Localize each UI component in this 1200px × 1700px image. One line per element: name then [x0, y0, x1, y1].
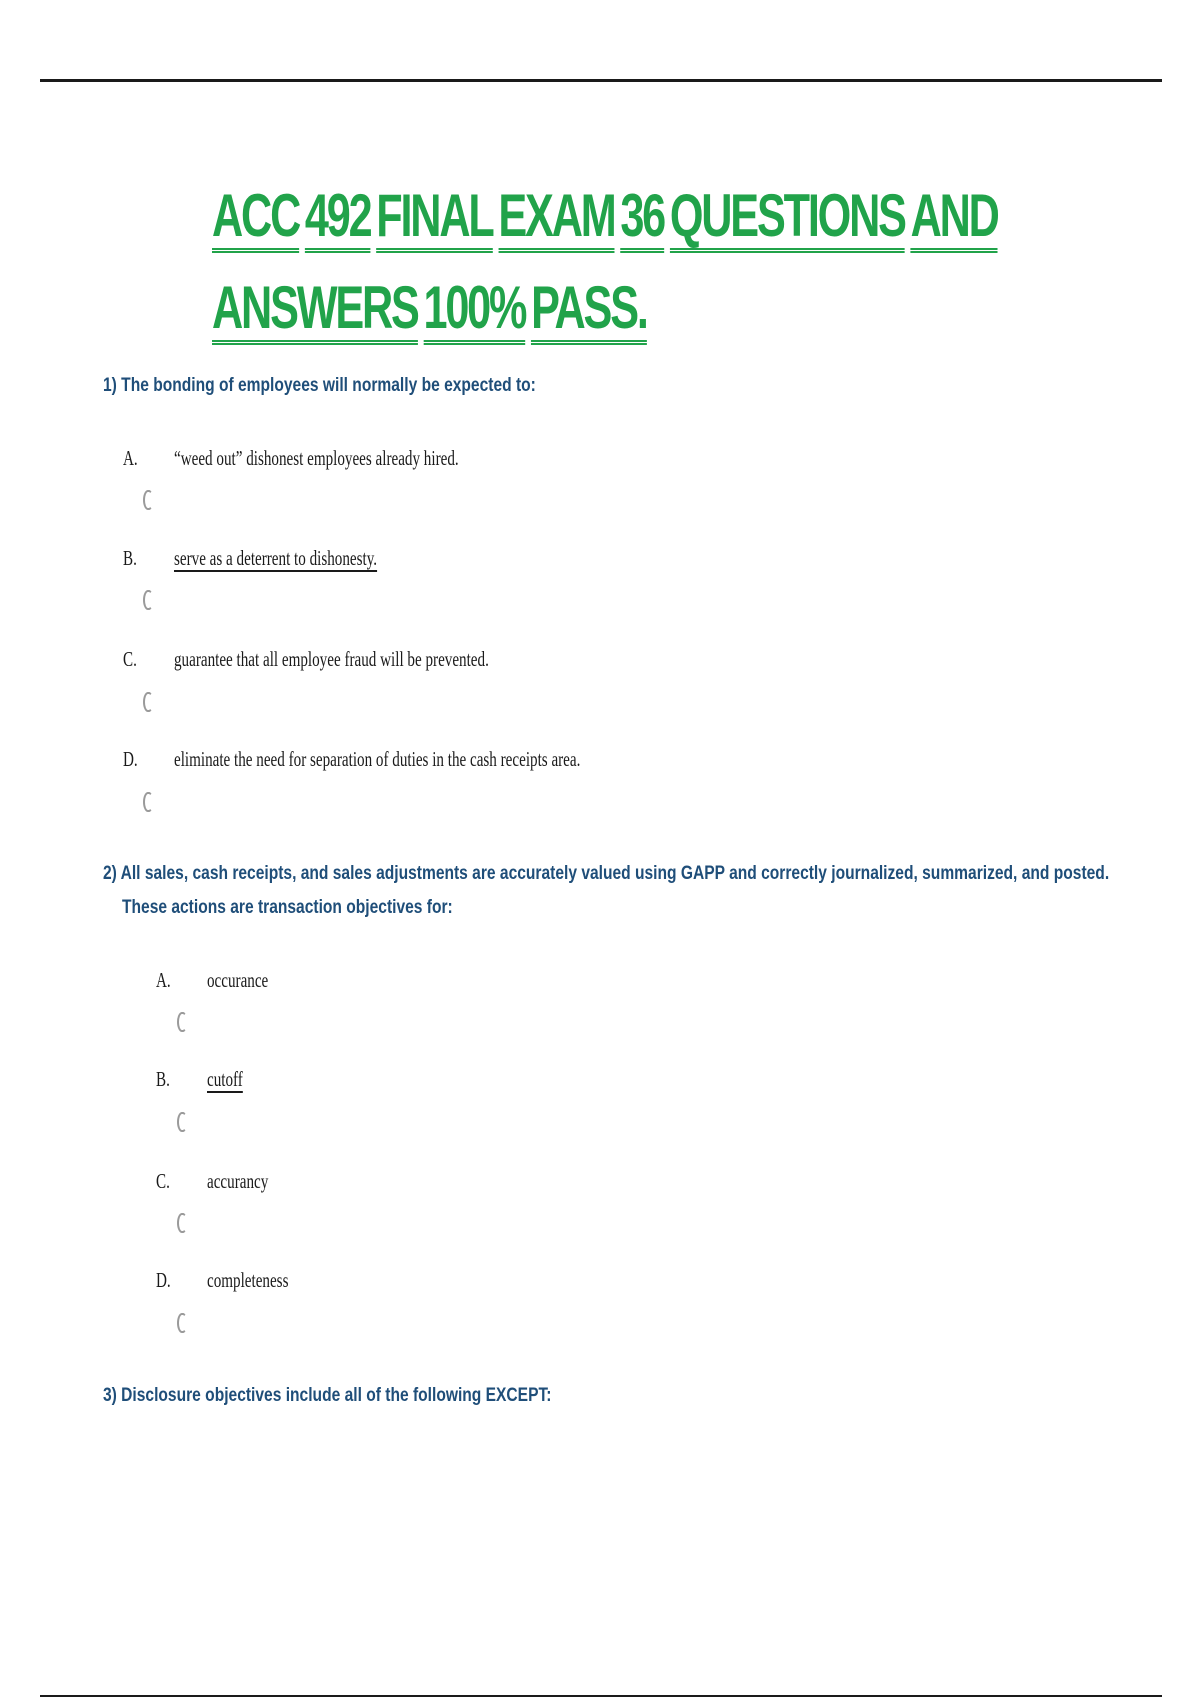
title-line-2	[212, 262, 788, 354]
q2-option-d-text: completeness	[207, 1268, 289, 1292]
q1-option-c-letter: C.	[123, 647, 137, 671]
q2-option-b-radio[interactable]	[177, 1112, 187, 1132]
q2-option-c-letter: C.	[156, 1169, 170, 1193]
q1-option-d-text: eliminate the need for separation of duties in the cash receipts area.	[174, 747, 581, 771]
title-word: QUESTIONS	[670, 184, 905, 253]
q2-option-a-text: occurance	[207, 968, 269, 992]
bottom-rule	[40, 1695, 1162, 1697]
q1-option-b-radio[interactable]	[143, 590, 153, 610]
q2-option-a-radio[interactable]	[177, 1012, 187, 1032]
q1-option-a-text: “weed out” dishonest employees already hired.	[174, 446, 459, 470]
title-word: ANSWERS	[212, 276, 418, 345]
q1-option-b-letter: B.	[123, 546, 137, 570]
question-3-text: 3) Disclosure objectives include all of the following EXCEPT:	[103, 1385, 552, 1406]
title-word: ACC	[212, 184, 299, 253]
top-rule	[40, 79, 1162, 82]
q2-option-b-letter: B.	[156, 1067, 170, 1091]
q1-option-a-radio[interactable]	[143, 490, 153, 510]
q1-option-a-letter: A.	[123, 446, 138, 470]
q1-option-d-radio[interactable]	[143, 792, 153, 812]
title-word: PASS.	[531, 276, 647, 345]
title-word: 36	[620, 184, 664, 253]
q1-option-d-letter: D.	[123, 747, 138, 771]
page-title	[212, 170, 998, 354]
title-word: EXAM	[498, 184, 614, 253]
q2-option-d-radio[interactable]	[177, 1313, 187, 1333]
title-word: AND	[911, 184, 998, 253]
title-line-1	[212, 170, 998, 262]
title-word: FINAL	[376, 184, 492, 253]
q1-option-c-text: guarantee that all employee fraud will be prevented.	[174, 647, 489, 671]
question-2-text-line1: 2) All sales, cash receipts, and sales adjustments are accurately valued using GAPP and correctly journalized, summarized, and posted.	[103, 863, 1110, 884]
question-2-text-line2: These actions are transaction objectives for:	[122, 897, 453, 918]
q2-option-c-radio[interactable]	[177, 1213, 187, 1233]
q2-option-a-letter: A.	[156, 968, 171, 992]
q1-option-c-radio[interactable]	[143, 692, 153, 712]
q2-option-c-text: accurancy	[207, 1169, 269, 1193]
q1-option-b-text: serve as a deterrent to dishonesty.	[174, 546, 378, 570]
q2-option-d-letter: D.	[156, 1268, 171, 1292]
title-word: 492	[305, 184, 371, 253]
question-1-text: 1) The bonding of employees will normally be expected to:	[103, 375, 536, 396]
title-word: 100%	[423, 276, 525, 345]
q2-option-b-text: cutoff	[207, 1067, 243, 1091]
